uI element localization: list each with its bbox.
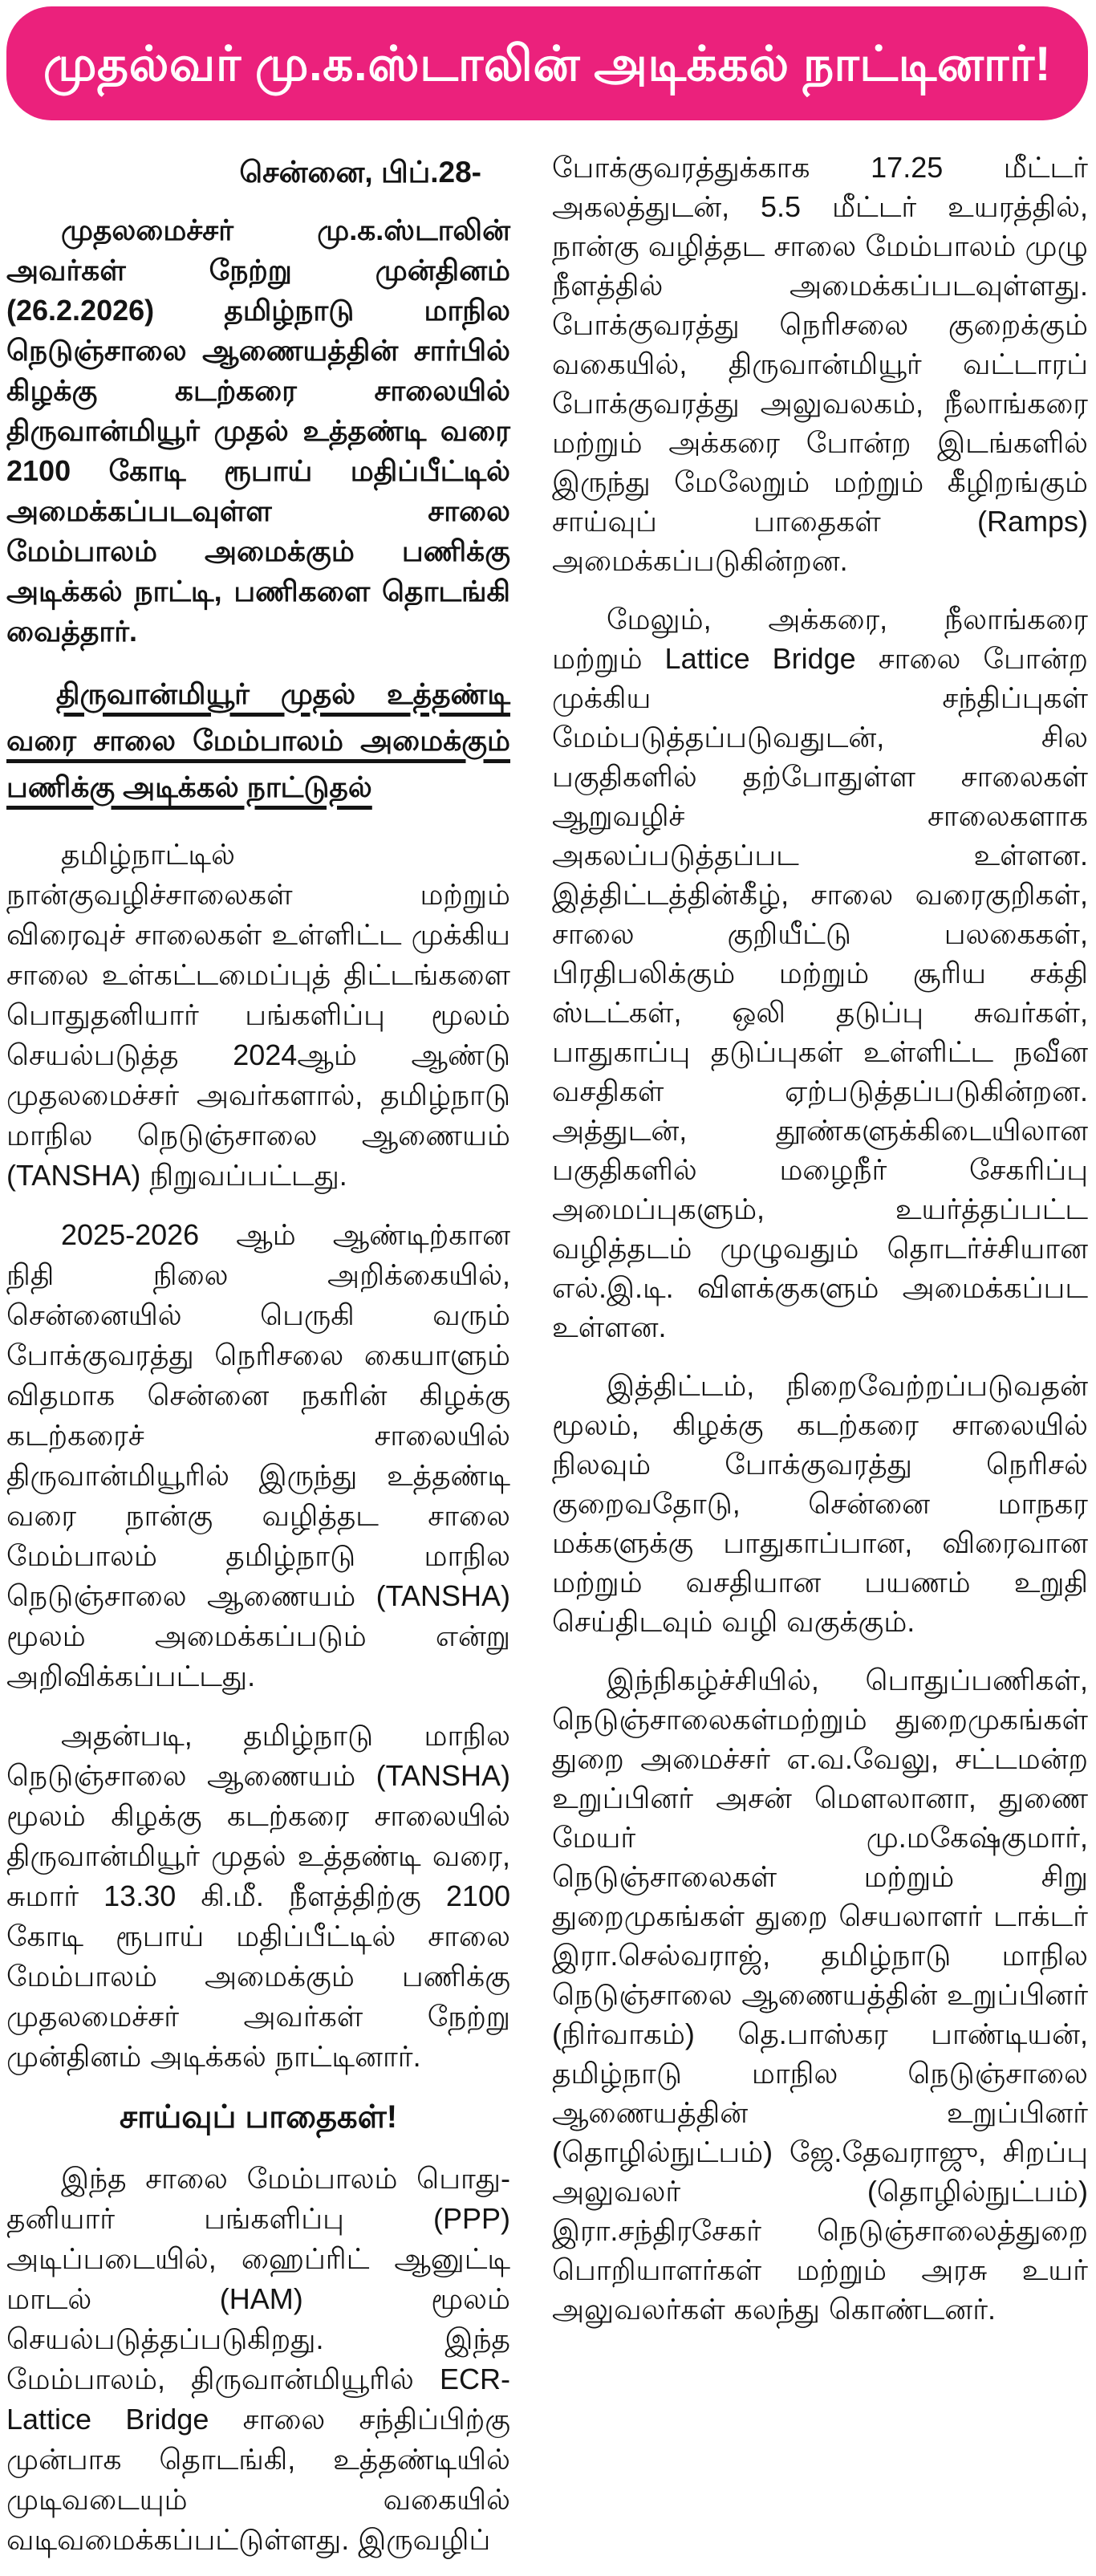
headline-text: முதல்வர் மு.க.ஸ்டாலின் அடிக்கல் நாட்டினார்! xyxy=(43,36,1052,91)
paragraph-ppp-model-continued: போக்குவரத்துக்காக 17.25 மீட்டர் அகலத்துடன், 5.5 மீட்டர் உயரத்தில், நான்கு வழித்தட சாலை மேம்பாலம் முழு நீளத்தில் அமைக்கப்படவுள்ளது. போக்குவரத்து நெரிசலை குறைக்கும் வகையில், திருவான்மியூர் வட்டாரப் போக்குவரத்து அலுவலகம், நீலாங்கரை மற்றும் அக்கரை போன்ற இடங்களில் இருந்து மேலேறும் மற்றும் கீழிறங்கும் சாய்வுப் பாதைகள் (Ramps) அமைக்கப்படுகின்றன. xyxy=(552,151,1088,577)
subheading-foundation: திருவான்மியூர் முதல் உத்தண்டி வரை சாலை மேம்பாலம் அமைக்கும் பணிக்கு அடிக்கல் நாட்டுதல் xyxy=(6,677,510,803)
headline-banner xyxy=(6,6,1088,120)
subheading-ramps: சாய்வுப் பாதைகள்! xyxy=(119,2099,398,2135)
paragraph-junction-upgrades: மேலும், அக்கரை, நீலாங்கரை மற்றும் Lattice Bridge சாலை போன்ற முக்கிய சந்திப்புகள் மேம்படுத்தப்படுவதுடன், சில பகுதிகளில் தற்போதுள்ள சாலைகள் ஆறுவழிச் சாலைகளாக அகலப்படுத்தப்பட உள்ளன. இத்திட்டத்தின்கீழ், சாலை வரைகுறிகள், சாலை குறியீட்டு பலகைகள், பிரதிபலிக்கும் மற்றும் சூரிய சக்தி ஸ்டட்கள், ஒலி தடுப்பு சுவர்கள், பாதுகாப்பு தடுப்புகள் உள்ளிட்ட நவீன வசதிகள் ஏற்படுத்தப்படுகின்றன. அத்துடன், தூண்களுக்கிடையிலான பகுதிகளில் மழைநீர் சேகரிப்பு அமைப்புகளும், உயர்த்தப்பட்ட வழித்தடம் முழுவதும் தொடர்ச்சியான எல்.இ.டி. விளக்குகளும் அமைக்கப்பட உள்ளன. xyxy=(552,603,1088,1343)
left-column xyxy=(6,148,510,2560)
dateline: சென்னை, பிப்.28- xyxy=(239,156,481,189)
article-body xyxy=(6,148,1088,2560)
paragraph-attendees: இந்நிகழ்ச்சியில், பொதுப்பணிகள், நெடுஞ்சாலைகள்மற்றும் துறைமுகங்கள் துறை அமைச்சர் எ.வ.வேலு, சட்டமன்ற உறுப்பினர் அசன் மௌலானா, துணை மேயர் மு.மகேஷ்குமார், நெடுஞ்சாலைகள் மற்றும் சிறு துறைமுகங்கள் துறை செயலாளர் டாக்டர் இரா.செல்வராஜ், தமிழ்நாடு மாநில நெடுஞ்சாலை ஆணையத்தின் உறுப்பினர் (நிர்வாகம்) தெ.பாஸ்கர பாண்டியன், தமிழ்நாடு மாநில நெடுஞ்சாலை ஆணையத்தின் உறுப்பினர் (தொழில்நுட்பம்) ஜே.தேவராஜு, சிறப்பு அலுவலர் (தொழில்நுட்பம்) இரா.சந்திரசேகர் நெடுஞ்சாலைத்துறை பொறியாளர்கள் மற்றும் அரசு உயர் அலுவலர்கள் கலந்து கொண்டனர். xyxy=(552,1664,1088,2326)
right-column xyxy=(552,148,1088,2560)
paragraph-tansha-formation: தமிழ்நாட்டில் நான்குவழிச்சாலைகள் மற்றும் விரைவுச் சாலைகள் உள்ளிட்ட முக்கிய சாலை உள்கட்டமைப்புத் திட்டங்களை பொதுதனியார் பங்களிப்பு மூலம் செயல்படுத்த 2024ஆம் ஆண்டு முதலமைச்சர் அவர்களால், தமிழ்நாடு மாநில நெடுஞ்சாலை ஆணையம் (TANSHA) நிறுவப்பட்டது. xyxy=(6,838,510,1192)
lead-paragraph: முதலமைச்சர் மு.க.ஸ்டாலின் அவர்கள் நேற்று முன்தினம் (26.2.2026) தமிழ்நாடு மாநில நெடுஞ்சாலை ஆணையத்தின் சார்பில் கிழக்கு கடற்கரை சாலையில் திருவான்மியூர் முதல் உத்தண்டி வரை 2100 கோடி ரூபாய் மதிப்பீட்டில் அமைக்கப்படவுள்ள சாலை மேம்பாலம் அமைக்கும் பணிக்கு அடிக்கல் நாட்டி, பணிகளை தொடங்கி வைத்தார். xyxy=(6,213,510,648)
paragraph-foundation-laying: அதன்படி, தமிழ்நாடு மாநில நெடுஞ்சாலை ஆணையம் (TANSHA) மூலம் கிழக்கு கடற்கரை சாலையில் திருவான்மியூர் முதல் உத்தண்டி வரை, சுமார் 13.30 கி.மீ. நீளத்திற்கு 2100 கோடி ரூபாய் மதிப்பீட்டில் சாலை மேம்பாலம் அமைக்கும் பணிக்கு முதலமைச்சர் அவர்கள் நேற்று முன்தினம் அடிக்கல் நாட்டினார். xyxy=(6,1719,510,2073)
paragraph-benefits: இத்திட்டம், நிறைவேற்றப்படுவதன் மூலம், கிழக்கு கடற்கரை சாலையில் நிலவும் போக்குவரத்து நெரிசல் குறைவதோடு, சென்னை மாநகர மக்களுக்கு பாதுகாப்பான, விரைவான மற்றும் வசதியான பயணம் உறுதி செய்திடவும் வழி வகுக்கும். xyxy=(552,1369,1088,1638)
paragraph-budget-announcement: 2025-2026 ஆம் ஆண்டிற்கான நிதி நிலை அறிக்கையில், சென்னையில் பெருகி வரும் போக்குவரத்து நெரிசலை கையாளும் விதமாக சென்னை நகரின் கிழக்கு கடற்கரைச் சாலையில் திருவான்மியூரில் இருந்து உத்தண்டி வரை நான்கு வழித்தட சாலை மேம்பாலம் தமிழ்நாடு மாநில நெடுஞ்சாலை ஆணையம் (TANSHA) மூலம் அமைக்கப்படும் என்று அறிவிக்கப்பட்டது. xyxy=(6,1218,510,1692)
paragraph-ppp-model-start: இந்த சாலை மேம்பாலம் பொது-தனியார் பங்களிப்பு (PPP) அடிப்படையில், ஹைப்ரிட் ஆனுட்டி மாடல் (HAM) மூலம் செயல்படுத்தப்படுகிறது. இந்த மேம்பாலம், திருவான்மியூரில் ECR-Lattice Bridge சாலை சந்திப்பிற்கு முன்பாக தொடங்கி, உத்தண்டியில் முடிவடையும் வகையில் வடிவமைக்கப்பட்டுள்ளது. இருவழிப் xyxy=(6,2162,510,2556)
